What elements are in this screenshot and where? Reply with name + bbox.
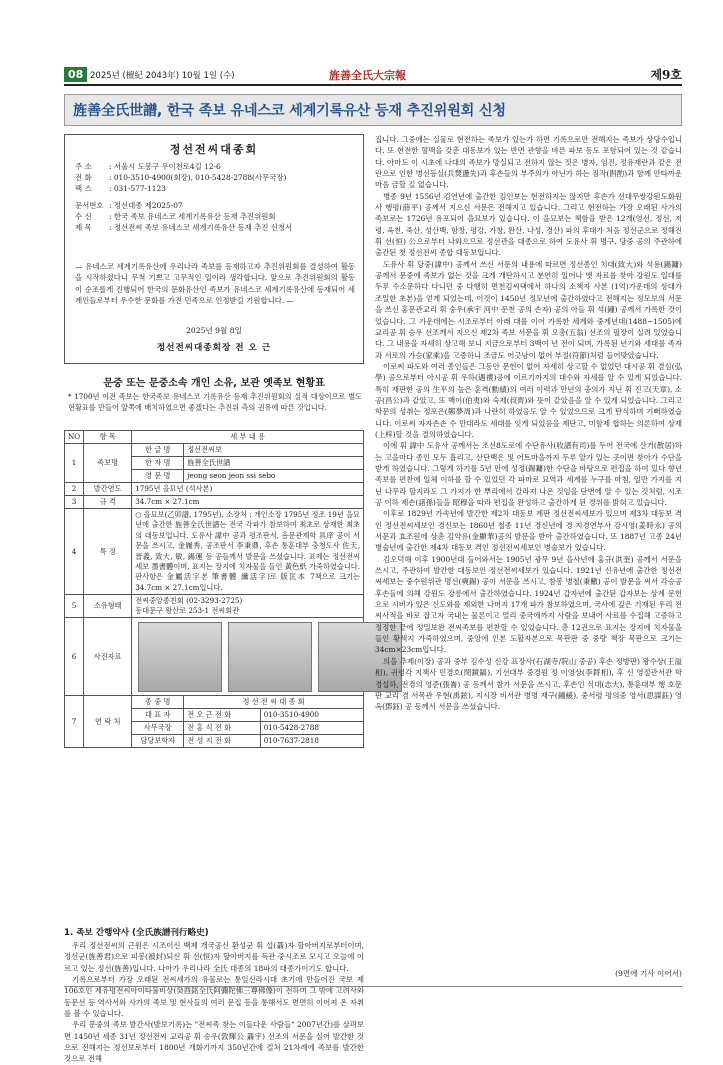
- letter-recipient: 수 신 : 한국 족보 유네스코 세계기록유산 등재 추진위원회: [75, 212, 276, 221]
- table-row: 영 문 명 jeong seon jeon ssi sebo: [65, 470, 364, 483]
- table-row: 7 연 락 처 종 중 명 정 선 전 씨 대 종 회: [65, 696, 364, 709]
- letter-subject: 제 목 : 정선전씨 족보 유네스코 세계기록유산 등재 추진 신청서: [75, 223, 293, 232]
- history-body: 우리 정선전씨의 근원은 시조이신 백제 개국공신 환성군 휘 섭(聶)자 할아버지로부터이며, 정선군(旌善君)으로 피봉(被封)되신 휘 선(恒)자 할아버지를 득관 중시조로 모시고 오늘에 이르고 있는 정선(旌善)입니다. 나아가 우리나라 全氏 대종의 18파의 대종가이기도 합니다. 기록으로부터 가장 오래된 전씨세가의 유물로는 통일신라시대 초기에 만들어진 국보 제106호인 계유명전씨아미타불비상(癸酉銘全氏阿彌陀佛三尊佛像)이 전하며 그 밖에 고려사와 동문선 등 역사서와 사가의 족보 및 현사들의 여러 문집 등을 통해서도 면면히 이어져 온 자취를 볼 수 있습니다. 우리 문중의 족보 발간사(발보기록)는 "전씨족 찾는 이들다운 사람들" 2007년간)를 살펴보면 1450년 세종 31년 정선전씨 교리공 휘 승우(敦輝公 聶宇) 선조의 서문을 실어 발간한 것으로 전해지는 정선보로부터 1800년 개화기까지 350년간에 걸쳐 21차례에 족보를 발간한 것으로 전해: [64, 941, 364, 1064]
- article-body: [375, 134, 682, 713]
- headline-banner: [64, 94, 682, 126]
- footer-rule: [64, 986, 682, 987]
- table-row: 1 족보명 한 글 명 정선전씨보: [65, 444, 364, 457]
- contact-row: 대 표 자 전 오 근 전 화 010-3510-4900: [65, 709, 364, 722]
- genealogy-photo: [228, 622, 312, 692]
- table-row: 5 소유형태 전씨중앙종친회 (02-3293-2725) 동대문구 왕산로 253-1 전씨회관: [65, 595, 364, 618]
- paragraph: 이후로 1829년 가속년에 발간한 제2차 대동보 계판 정선전씨세보가 있으며 제3차 대동보 격인 정선전씨세보인 경신보는 1860년 철종 11년 경신년에 경 지경연부사 강시영(姜時永) 공의 서문과 효조원에 상총 김약유(金顯華)공의 발문을 받아 출간하였습니다. 또 1887년 고종 24년 병술년에 출간한 제4차 대동보 격인 정선전씨세보인 병술보가 있습니다.: [375, 509, 682, 553]
- letter-body: — 유네스코 세계기록유산에 우리나라 족보를 등재하고자 추진위원회를 결성하여 활동을 시작하셨다니 무척 기쁘고 고무적인 일이라 생각합니다. 앞으로 추진위원회의 활동이 순조롭게 진행되어 한국의 문화유산인 족보가 유네스코 세계기록유산에 등재되어 세계인들로부터 우수한 문화를 가진 민족으로 인정받길 기원합니다. —: [75, 262, 355, 306]
- letter-info: [75, 161, 355, 233]
- paragraph: 의을 추제(이장) 공과 중부 김수성 신강 표장사(石湖寺/院山 중공) 후손 정방판) 왕수상(王溢相), 귀령각 지책사 민경호(閔鏡鎬), 기선대부 중경원 정 이영상(李鋝相), 후 신 영절관서관 학 경섭하, 전경의 영준(張崙) 공 등께서 참가 서문을 쓰시고, 후손인 식대(志大), 통훈대부 행 호문판 교리 겸 서목관 우현(禹鉉), 지시장 비서관 병명 재구(鍾緩), 중서령 평의중 영서(思謀鈺) 영옥(鄧鈺) 공 등께서 서문을 쓰셨습니다.: [375, 656, 682, 712]
- paragraph: 김오덕해 이후 1900년대 들어와서는 1905년 광무 9년 을사년에 홍규(洪奎) 공께서 서문을 쓰시고, 주관하여 발간한 대동보인 정선전씨세보가 있습니다. 1921년 신유년에 출간한 정선전씨세보는 중수원위관 명선(奭錫) 공이 서문을 쓰시고, 참봉 병철(秉轍) 공이 발문을 써서 각승공 후손들에 의해 강원도 강릉에서 출간하였습니다. 1924년 갑자년에 출간된 갑자보는 상계 문헌으로 시비가 있은 신도와를 제외한 나머지 17개 파가 참보하였으며, 국사에 깊은 기재된 우리 전씨사적을 바로 잡고자 국내는 물론이고 멀리 중국에까지 사람을 보내어 사료를 수집해 고증하고 정정한 끝에 정밀보완 전씨족보를 편찬할 수 있었습니다. 총 12권으로 표지는 장지에 치자물을 들인 황색지 가죽하였으며, 중앙에 인본 도활자본으로 목판판 중 중량 책장 목판으로 크기는 34cm×23cm입니다.: [375, 554, 682, 655]
- table-header-row: NO 항 목 세 부 내 용: [65, 431, 364, 444]
- photo-gallery: [132, 618, 364, 696]
- paragraph: 도유사 휘 당중(諱中) 공께서 쓰신 서문의 내용에 따르면 정선종인 치대(致大)와 석용(錫鏞) 공께서 문중에 족보가 없는 것을 크게 개탄하시고 분연히 일어나 옛 자료를 찾아 강원도 일대를 두루 수소문하다 다니던 중 다행히 면천김씨댁에서 하나의 소책자 사본 (1억)가운데의 상대가 조밀한 초본)을 얻게 되었는데, 이것이 1450년 정모년에 출간하였다고 전해지는 정모보의 서문을 쓰신 홍문관교리 휘 숭우(承宇 河中 문천 공의 손자) 공의 아들 휘 석(鍾) 공께서 가록한 것이었습니다. 그 가운데에는 시조로부터 아래 대를 이어 가록한 세계와 중계년대(1488~1505)에 교리공 휘 승우 선조께서 지으신 제2차 족보 서문을 휘 오총(五翁) 선조의 필장이 실려 있었습니다. 그 내용을 자세히 상고해 보니 지금으로부터 3백여 년 전이 되며, 가록된 년기와 세대를 족자과 서로의 가승(家乘)을 고증하니 조금도 어긋남이 없어 부절(符節)처럼 들어맞았습니다.: [375, 259, 682, 360]
- letter-doc-number: 문서번호 : 정선대종 제2025-07: [75, 201, 183, 210]
- contact-row: 사무국장 전 홍 식 전 화 010-5428-2788: [65, 722, 364, 735]
- genealogy-photo: [138, 622, 222, 692]
- letter-date: 2025년 9월 8일: [186, 326, 242, 335]
- paragraph: 병종 9년 1556년 김연년에 출간한 김인보는 현전하지는 않지만 후손가 선대무쌍강원도화원사 행평(薛平) 공께서 지으신 서문은 전해지고 있습니다. 그리고 현전하는 가장 오래된 사가의 족보로는 1726년 유포되어 을묘보가 있습니다. 이 을묘보는 책함을 받은 12개(영선, 정선, 저령, 옥천, 죽산, 성산백, 함창, 평강, 가창, 완산, 나성, 경산) 파의 후대가 처음 정선군으로 정해진 휘 선(恒) 公으로부터 나와으므로 정선관을 대종으로 하여 도유사 휘 명구, 당중 공의 주관하에 출간된 첫 정선전씨 종합 대동보입니다.: [375, 191, 682, 258]
- table-row: 2 발간연도 1795년 을묘년 (석사본): [65, 483, 364, 496]
- headline: 旌善全氏世譜, 한국 족보 유네스코 세계기록유산 등재 추진위원회 신청: [73, 103, 506, 119]
- issue-date: 2025년 (檀紀 2043年) 10월 1일 (수): [90, 71, 235, 81]
- history-heading: 1. 족보 간행약사 (全氏族譜刊行略史): [64, 928, 209, 938]
- paragraph: 이로써 파도와 여러 종인들은 그동안 문헌이 없어 자세히 상고할 수 없었던 대시공 휘 겸심(弘學) 공으로부터 아시공 휘 우하(遇禮)공에 이르기까지의 대수와 자세를 알 수 있게 되었습니다. 특히 재판한 공의 生平의 높은 훈격(勳績)의 여러 이력과 만년의 충의가 지닌 휘 진고(天章), 소공(昌公)과 같았고, 또 백이(伯夷)와 숙제(叔齊)와 뜻이 같았음을 알 수 있게 되었습니다. 그리고 학문의 성취는 정포은(鄭夢周)과 나란히 하였음도 알 수 있었으므로 크게 탄식하며 기뻐하였습니다. 이로써 자자손손 수 만대라도 세대를 잇게 되었음을 제단고, 미함제 합하는 의론하여 상재(上梓)할 것을 결의하였습니다.: [375, 361, 682, 439]
- contact-row: 담당보학자 전 성 지 전 화 010-7637-2818: [65, 735, 364, 748]
- table-row: 3 규 격 34.7cm × 27.1cm: [65, 496, 364, 509]
- right-column: [375, 134, 682, 978]
- continued-note: (9면에 기사 이어서): [615, 969, 682, 978]
- letter-signature: 정선전씨대종회장 전 오 근: [156, 343, 272, 353]
- letter-title: 정선전씨대종회: [169, 143, 259, 156]
- paragraph: 이에 휘 諱中 도유사 공께서는 조선8도로에 수단유사(收譜有司)를 두어 전국에 산거(散居)하는 고을마다 종인 모두 흡리고, 산단백은 및 어트마을까지 두루 알가 있는 곳이면 찾아가 수단을 받게 하였습니다. 그렇게 하기를 5년 만에 성정(錫鏞)한 수단을 바탕으로 편집을 하여 있다 향년 족보를 편찬에 일체 이하를 할 수 있었던 각 파마로 묘역과 세계를 누구를 마침, 일만 가지를 지닌 나무라 할지라도 그 가지가 한 뿌리에서 갈라져 나온 것임을 단번에 알 수 있는 것처럼, 시조공 이하 제손(諸孫)들을 昭穆을 따라 편집을 완성하고 출간하게 된 경위를 밝혀고 있습니다.: [375, 441, 682, 507]
- paragraph: 집니다. 그중에는 실물로 현전하는 족보가 있는가 하면 기록으로만 전해지는 족보가 상당수입니다. 또 현전한 혈맥을 갖춘 대동보가 있는 반면 관향을 바른 파보 등도 포함되어 있는 것 같습니다. 아마도 이 시초에 나대의 족보가 망실되고 전하지 않는 것은 병자, 임진, 정유재란과 같은 전란으로 인한 병선등실(兵燹盪失)과 후손들의 부주의가 아닌가 하는 짐작(斟酌)과 함께 안타까운 마음 금할 길 없습니다.: [375, 135, 682, 190]
- section-title: 문중 또는 문중소속 개인 소유, 보관 옛족보 현황표: [103, 378, 325, 389]
- genealogy-table: [64, 430, 364, 748]
- table-row: 한 자 명 旌善全氏世譜: [65, 457, 364, 470]
- page-header: [64, 66, 682, 86]
- letter-phone: 전 화 : 010-3510-4900(회장), 010-5428-2788(사무국장): [75, 173, 287, 182]
- issue-number: 제9호: [650, 68, 682, 82]
- section-note: * 1700년 이전 족보는 한국족보 유네스코 기록유산 등재 추진위원회의 실적 대상이므로 별도 현황표를 만들어 앞쪽에 배치하였으면 좋겠다는 추진위 측의 권유에 따른 것입니다.: [68, 392, 362, 412]
- table-row: 6 사진자료: [65, 618, 364, 696]
- letter-address: 주 소 : 서울시 도봉구 우이천로4길 12-6: [75, 162, 221, 171]
- official-letter: [64, 134, 364, 364]
- newspaper-name: 旌善全氏大宗報: [329, 69, 406, 82]
- letter-fax: 팩 스 : 031-577-1123: [75, 184, 166, 193]
- table-row: 4 특 징 ○ 을묘보(乙卯譜, 1795년), 소장처 : 개인소장 1795년 정조 19년 을묘년에 출간한 旌善全氏世譜는 전국 각파가 참보하여 최초로 상재한 최초의 대동보입니다. 도유사 諱中 공과 평조판서, 흥문관제학 具庠 공이 서문을 쓰시고, 金履秀, 공조판서 李秉鼎, 후손 통훈대부 충청도사 佐天, 晉義, 致大, 敏, 錫運 등 공들께서 발문을 쓰셨습니다. 표제는 정선전씨세보 墨書體이며, 표지는 장지에 치자물을 들인 黃色紙 가죽하였습니다. 판사항은 金屬活字본 筆書體 纖活字)로 版匡本 7책으로 크기는 34.7cm × 27.1cm입니다.: [65, 509, 364, 595]
- page-number: 08: [64, 67, 87, 82]
